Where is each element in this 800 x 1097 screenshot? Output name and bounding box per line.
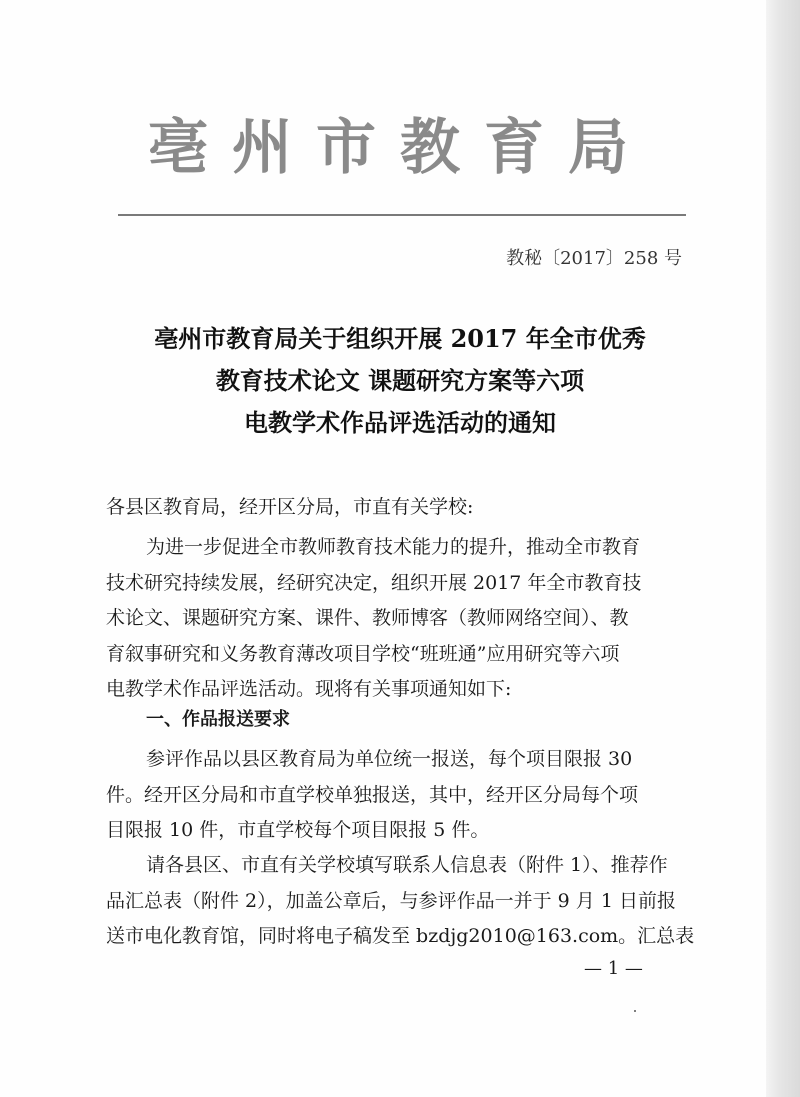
paragraph-line: 送市电化教育馆，同时将电子稿发至 bzdjg2010@163.com。汇总表 (106, 925, 695, 947)
paragraph-line: 电教学术作品评选活动。现将有关事项通知如下: (106, 678, 512, 700)
paragraph-line: 术论文、课题研究方案、课件、教师博客（教师网络空间）、教 (106, 607, 629, 629)
paragraph-line: 品汇总表（附件 2），加盖公章后，与参评作品一并于 9 月 1 日前报 (106, 889, 676, 912)
notice-title (96, 318, 704, 444)
title-line: 亳州市教育局关于组织开展 2017 年全市优秀 (154, 324, 646, 353)
paragraph-line: 件。经开区分局和市直学校单独报送，其中，经开区分局每个项 (106, 783, 639, 806)
document-number: 教秘〔2017〕258 号 (506, 248, 682, 269)
paragraph-submission-limits (106, 742, 690, 849)
paragraph-line: 请各县区、市直有关学校填写联系人信息表（附件 1）、推荐作 (146, 854, 668, 876)
masthead-title: 亳州市教育局 (148, 113, 652, 183)
scan-speck (634, 1010, 636, 1012)
paragraph-intro (106, 530, 690, 708)
scan-edge-shadow (766, 0, 800, 1097)
page-number: — 1 — (584, 958, 643, 979)
masthead-divider (118, 214, 686, 216)
title-line: 教育技术论文 课题研究方案等六项 (215, 366, 585, 395)
paragraph-line: 参评作品以县区教育局为单位统一报送，每个项目限报 30 (146, 748, 633, 770)
paragraph-line: 为进一步促进全市教师教育技术能力的提升，推动全市教育 (146, 536, 641, 558)
paragraph-line: 技术研究持续发展，经研究决定，组织开展 2017 年全市教育技 (106, 571, 642, 594)
title-line: 电教学术作品评选活动的通知 (244, 408, 556, 437)
paragraph-line: 育叙事研究和义务教育薄改项目学校“班班通”应用研究等六项 (106, 642, 620, 665)
section-heading: 一、作品报送要求 (146, 709, 290, 730)
paragraph-submission-process (106, 848, 695, 955)
paragraph-line: 目限报 10 件，市直学校每个项目限报 5 件。 (106, 819, 490, 841)
salutation: 各县区教育局，经开区分局，市直有关学校: (106, 496, 474, 518)
